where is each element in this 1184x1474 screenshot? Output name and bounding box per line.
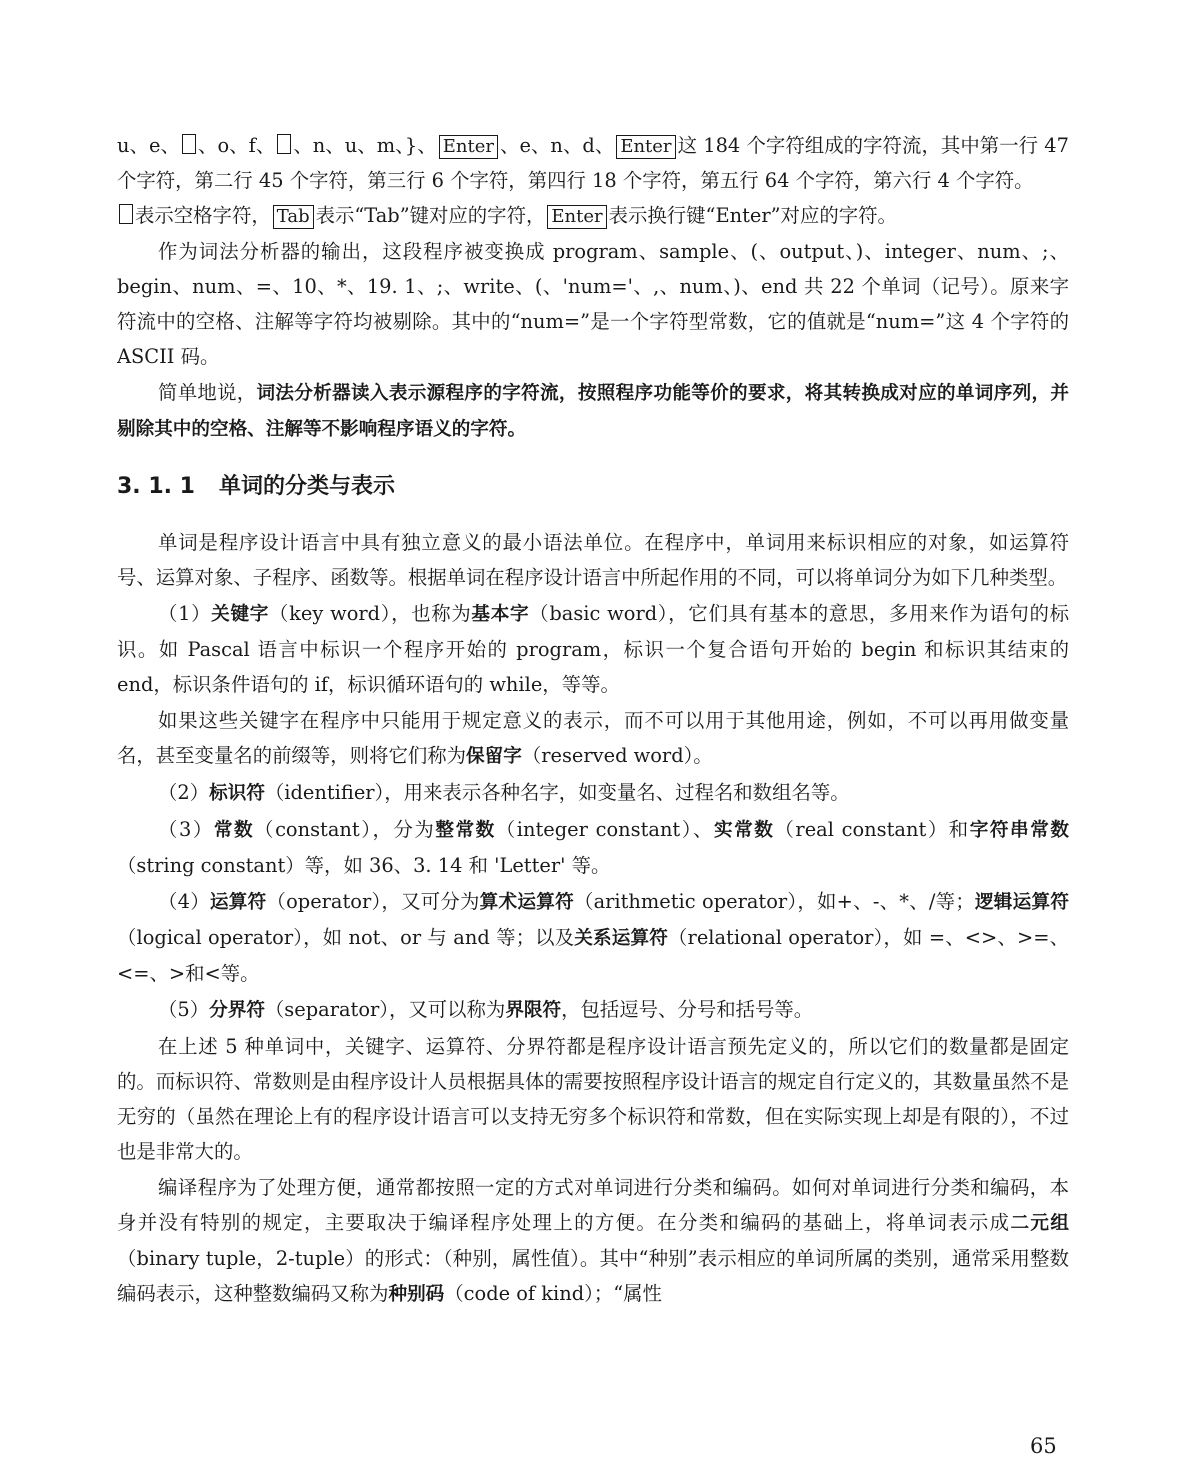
bold-text: 词法分析器读入表示源程序的字符流，按照程序功能等价的要求，将其转换成对应的单词序列，并剔除其中的空格、注解等不影响程序语义的字符。 (117, 383, 1069, 440)
space-char-box (277, 134, 291, 154)
text: （key word），也称为 (269, 602, 472, 625)
text: （constant），分为 (254, 818, 436, 841)
intro-paragraph (117, 128, 1069, 233)
term-integer-constant: 整常数 (435, 820, 496, 841)
paragraph (117, 884, 1069, 991)
space-description: 表示空格字符， (135, 204, 271, 227)
term-real-constant: 实常数 (714, 820, 775, 841)
text: （string constant）等，如 36、3. 14 和 'Letter' 等。 (117, 854, 611, 877)
text: （code of kind）；“属性 (444, 1282, 662, 1305)
text: （relational operator），如 =、<>、>=、<=、>和<等。 (117, 926, 1069, 985)
text: （logical operator），如 not、or 与 and 等；以及 (117, 926, 575, 949)
term-separator: 分界符 (209, 1000, 265, 1021)
term-relational-operator: 关系运算符 (574, 928, 668, 949)
enter-key-box: Enter (439, 135, 498, 159)
text: 如果这些关键字在程序中只能用于规定意义的表示，而不可以用于其他用途，例如，不可以再用做变量名，甚至变量名的前缀等，则将它们称为 (117, 709, 1069, 767)
text: （identifier），用来表示各种名字，如变量名、过程名和数组名等。 (264, 781, 850, 804)
char-sequence: 、n、u、m、}、 (293, 134, 437, 157)
page-number: 65 (1030, 1434, 1057, 1458)
intro-summary: 这 184 个字符组成的字符流，其中第一行 47 个字符，第二行 45 个字符，第三行 6 个字符，第四行 18 个字符，第五行 64 个字符，第六行 4 个字符。 (117, 134, 1069, 192)
text: （real constant）和 (774, 818, 970, 841)
text: （arithmetic operator），如+、-、*、/等； (573, 890, 975, 913)
text: 简单地说， (158, 381, 257, 404)
paragraph: 作为词法分析器的输出，这段程序被变换成 program、sample、(、output、)、integer、num、;、begin、num、=、10、*、19. 1、;、write、(、'num='、,、num、)、end 共 22 个单词（记号）。原来字符流中的空格、注解等字符均被剔除。其中的“num=”是一个字符型常数，它的值就是“num=”这 4 个字符的 ASCII 码。 (117, 240, 1069, 368)
text: （4） (158, 890, 210, 913)
term-string-constant: 字符串常数 (969, 820, 1069, 841)
space-char-box (182, 134, 196, 154)
char-sequence: 、e、n、d、 (499, 134, 615, 157)
term-binary-tuple: 二元组 (1010, 1213, 1069, 1234)
term-keyword: 关键字 (211, 604, 270, 625)
paragraph (117, 775, 1069, 811)
text: （separator），又可以称为 (264, 998, 506, 1021)
term-logical-operator: 逻辑运算符 (974, 892, 1069, 913)
term-operator: 运算符 (209, 892, 267, 913)
paragraph (117, 596, 1069, 702)
section-heading (117, 471, 1069, 503)
text: （1） (158, 602, 212, 625)
paragraph (117, 375, 1069, 447)
term-code-of-kind: 种别码 (388, 1284, 445, 1305)
text: （integer constant）、 (495, 818, 714, 841)
page-body (117, 128, 1069, 1313)
paragraph (117, 812, 1069, 883)
text: （2） (158, 781, 210, 804)
paragraph (117, 703, 1069, 774)
text: （binary tuple，2-tuple）的形式：（种别，属性值）。其中“种别”表示相应的单词所属的类别，通常采用整数编码表示，这种整数编码又称为 (117, 1247, 1069, 1305)
enter-description: 表示换行键“Enter”对应的字符。 (608, 204, 897, 227)
term-identifier: 标识符 (209, 783, 265, 804)
paragraph (117, 992, 1069, 1028)
term-delimiter: 界限符 (505, 1000, 562, 1021)
text: （basic word），它们具有基本的意思，多用来作为语句的标识。如 Pascal 语言中标识一个程序开始的 program，标识一个复合语句开始的 begin 和标识其结束的 end，标识条件语句的 if，标识循环语句的 while，等等。 (117, 602, 1069, 696)
text: （reserved word）。 (521, 744, 713, 767)
enter-key-box: Enter (616, 135, 675, 159)
text: （5） (158, 998, 210, 1021)
paragraph: 单词是程序设计语言中具有独立意义的最小语法单位。在程序中，单词用来标识相应的对象，如运算符号、运算对象、子程序、函数等。根据单词在程序设计语言中所起作用的不同，可以将单词分为如下几种类型。 (117, 531, 1069, 589)
char-sequence: u、e、 (117, 134, 180, 157)
text: 编译程序为了处理方便，通常都按照一定的方式对单词进行分类和编码。如何对单词进行分类和编码，本身并没有特别的规定，主要取决于编译程序处理上的方便。在分类和编码的基础上，将单词表示成 (117, 1176, 1069, 1234)
enter-key-box: Enter (547, 205, 606, 229)
section-title: 单词的分类与表示 (218, 474, 395, 499)
term-arithmetic-operator: 算术运算符 (479, 892, 574, 913)
space-char-box (119, 204, 133, 224)
text: （3） (158, 818, 214, 841)
section-number: 3. 1. 1 (117, 474, 195, 499)
term-constant: 常数 (213, 820, 255, 841)
text: ，包括逗号、分号和括号等。 (561, 998, 814, 1021)
tab-key-box: Tab (273, 205, 314, 229)
term-basic-word: 基本字 (471, 604, 530, 625)
paragraph (117, 1170, 1069, 1312)
tab-description: 表示“Tab”键对应的字符， (315, 204, 546, 227)
paragraph: 在上述 5 种单词中，关键字、运算符、分界符都是程序设计语言预先定义的，所以它们的数量都是固定的。而标识符、常数则是由程序设计人员根据具体的需要按照程序设计语言的规定自行定义的，其数量虽然不是无穷的（虽然在理论上有的程序设计语言可以支持无穷多个标识符和常数，但在实际实现上却是有限的），不过也是非常大的。 (117, 1035, 1069, 1163)
char-sequence: 、o、f、 (197, 134, 276, 157)
term-reserved-word: 保留字 (466, 746, 522, 767)
text: （operator），又可分为 (266, 890, 480, 913)
